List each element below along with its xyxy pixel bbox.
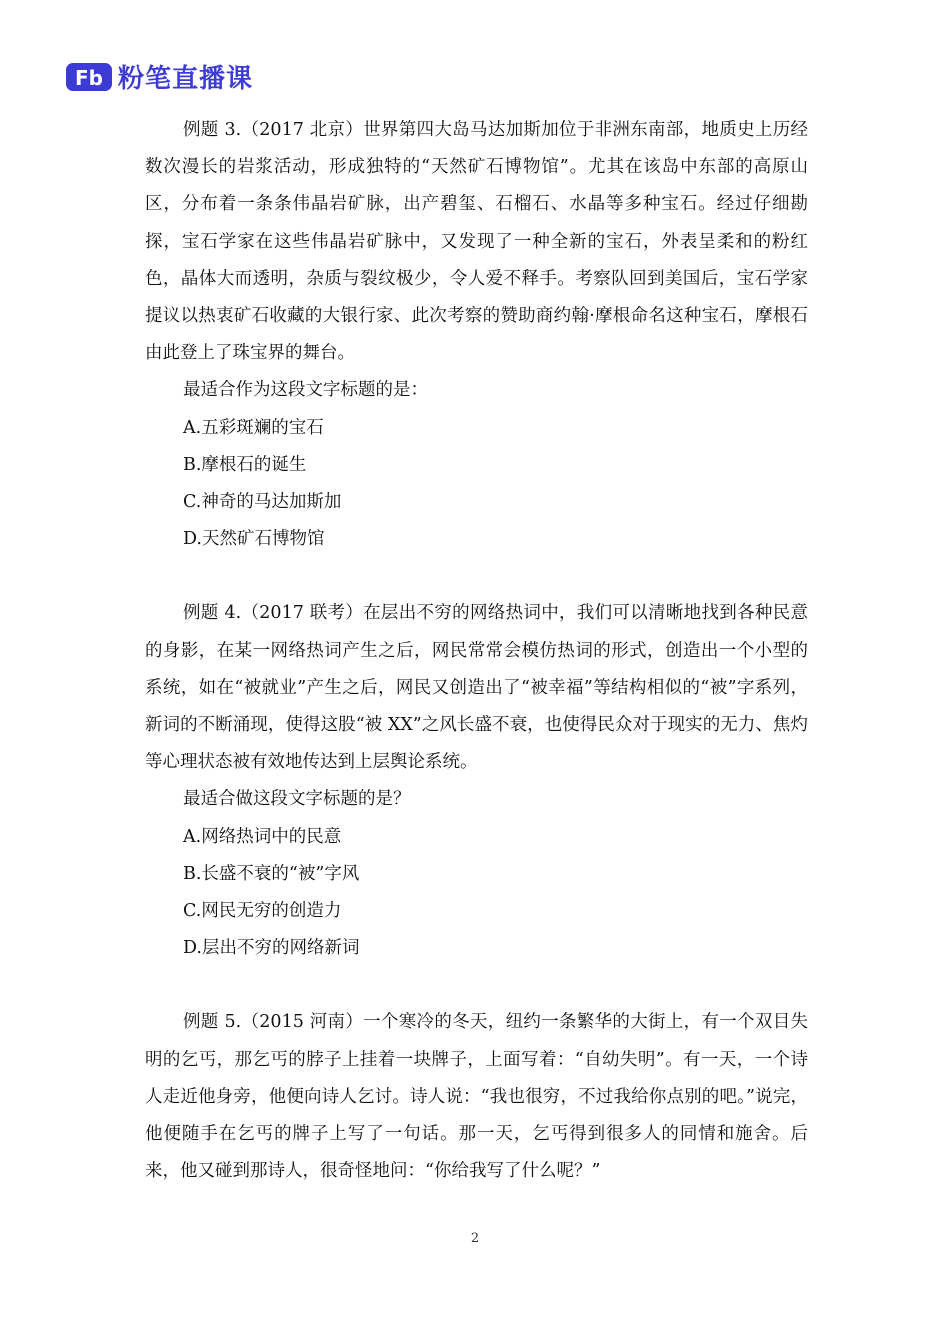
example-passage: 例题 4.（2017 联考）在层出不穷的网络热词中，我们可以清晰地找到各种民意的身影，在某一网络热词产生之后，网民常常会模仿热词的形式，创造出一个小型的系统，如在“被就业”产生之后，网民又创造出了“被幸福”等结构相似的“被”字系列，新词的不断涌现，使得这股“被 XX”之风长盛不衰，也使得民众对于现实的无力、焦灼等心理状态被有效地传达到上层舆论系统。 xyxy=(145,603,808,773)
example-question: 最适合作为这段文字标题的是： xyxy=(183,380,428,401)
option-list xyxy=(145,410,808,559)
option-b: B.长盛不衰的“被”字风 xyxy=(183,863,360,884)
option-d: D.层出不穷的网络新词 xyxy=(183,938,360,959)
option-b: B.摩根石的诞生 xyxy=(183,454,307,475)
option-a: A.五彩斑斓的宝石 xyxy=(183,417,324,438)
option-a: A.网络热词中的民意 xyxy=(183,826,342,847)
option-d: D.天然矿石博物馆 xyxy=(183,529,325,550)
option-c: C.网民无穷的创造力 xyxy=(183,901,342,922)
example-5 xyxy=(145,1004,808,1190)
example-passage: 例题 3.（2017 北京）世界第四大岛马达加斯加位于非洲东南部，地质史上历经数次漫长的岩浆活动，形成独特的“天然矿石博物馆”。尤其在该岛中东部的高原山区，分布着一条条伟晶岩矿脉，出产碧玺、石榴石、水晶等多种宝石。经过仔细勘探，宝石学家在这些伟晶岩矿脉中，又发现了一种全新的宝石，外表呈柔和的粉红色，晶体大而透明，杂质与裂纹极少，令人爱不释手。考察队回到美国后，宝石学家提议以热衷矿石收藏的大银行家、此次考察的赞助商约翰·摩根命名这种宝石，摩根石由此登上了珠宝界的舞台。 xyxy=(145,120,808,364)
example-3 xyxy=(145,112,808,558)
fenbi-logo-icon xyxy=(66,59,112,95)
example-passage: 例题 5.（2015 河南）一个寒冷的冬天，纽约一条繁华的大街上，有一个双目失明的乞丐，那乞丐的脖子上挂着一块牌子，上面写着：“自幼失明”。有一天，一个诗人走近他身旁，他便向诗人乞讨。诗人说：“我也很穷，不过我给你点别的吧。”说完，他便随手在乞丐的牌子上写了一句话。那一天，乞丐得到很多人的同情和施舍。后来，他又碰到那诗人，很奇怪地问：“你给我写了什么呢？” xyxy=(145,1012,808,1182)
logo-text: Fb xyxy=(75,65,103,90)
page-header xyxy=(66,58,253,95)
example-4 xyxy=(145,595,808,967)
brand-name: 粉笔直播课 xyxy=(118,64,254,94)
option-c: C.神奇的马达加斯加 xyxy=(183,492,342,513)
document-body xyxy=(145,112,808,1227)
option-list xyxy=(145,819,808,968)
example-question: 最适合做这段文字标题的是？ xyxy=(183,789,411,810)
page-number: 2 xyxy=(470,1231,480,1246)
